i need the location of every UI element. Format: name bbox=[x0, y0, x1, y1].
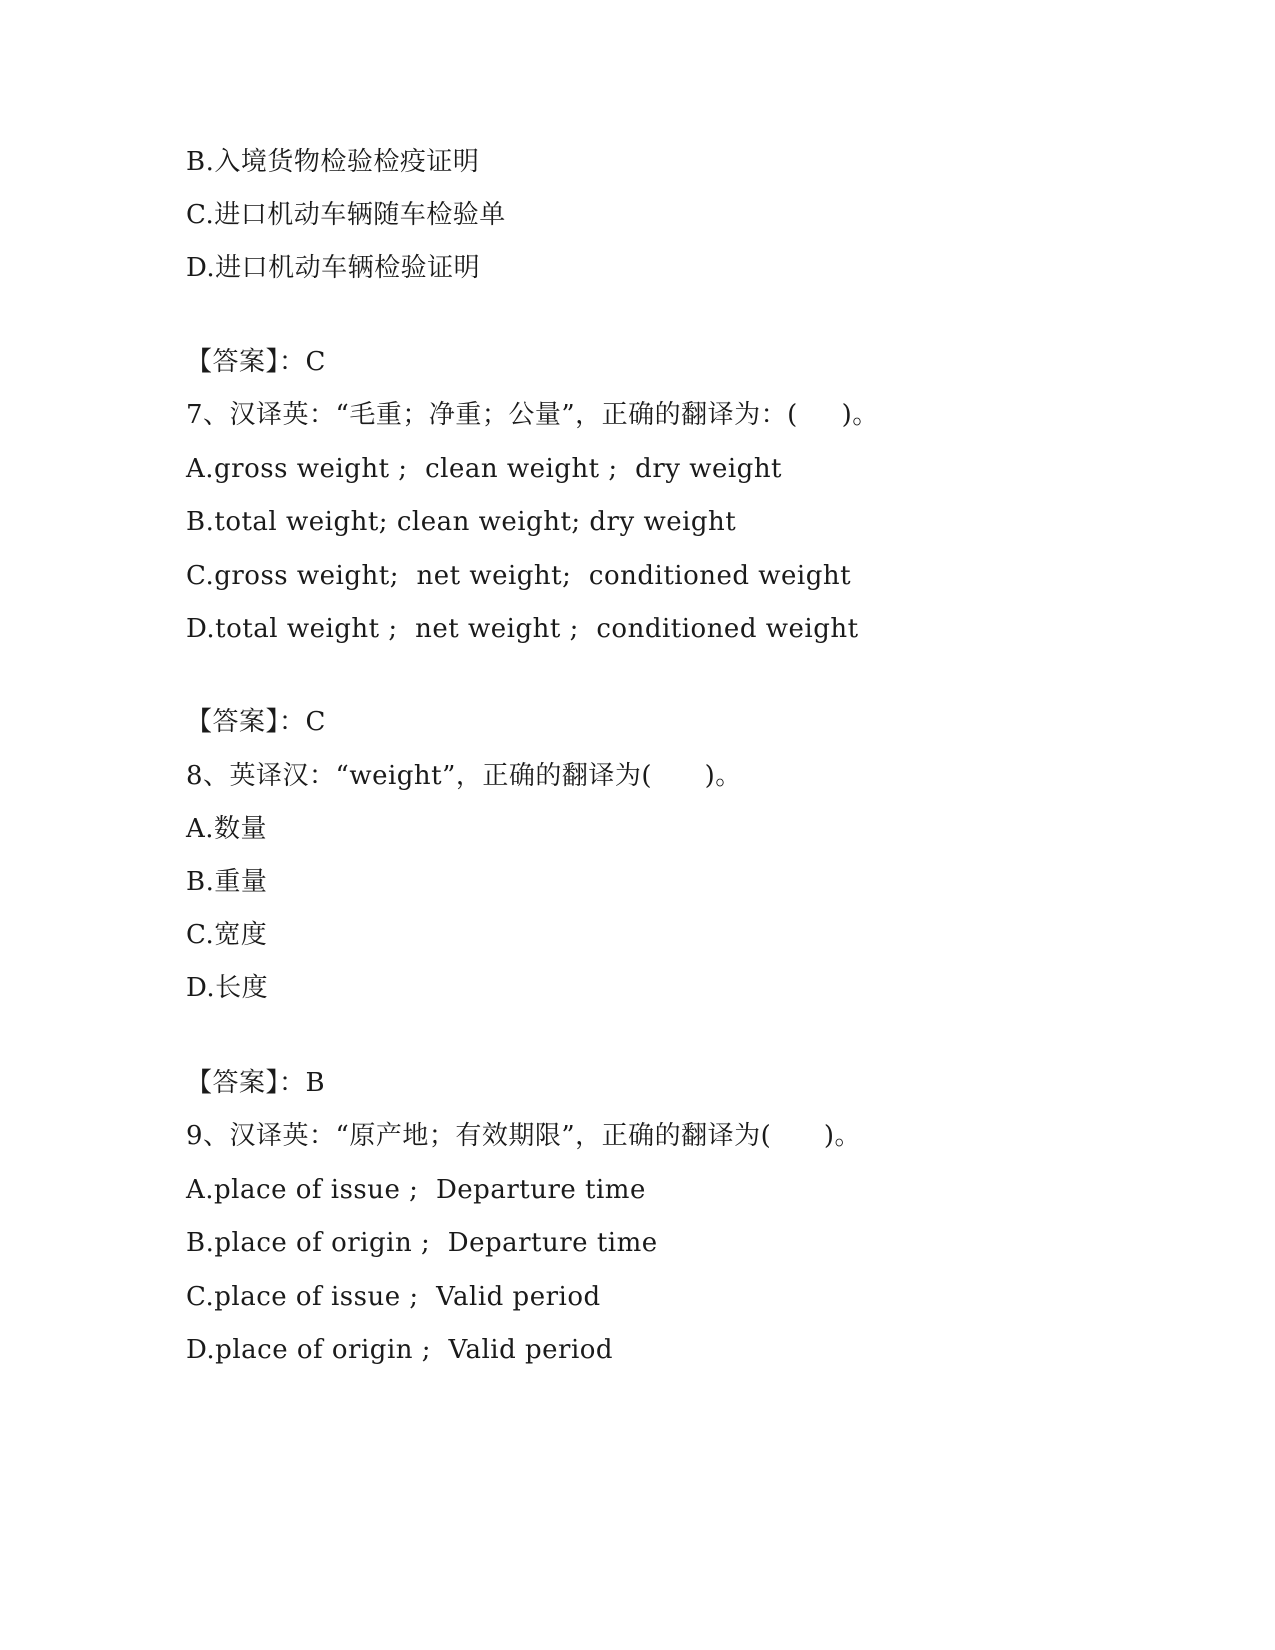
q7-answer: 【答案】：C bbox=[186, 707, 326, 737]
q8-answer: 【答案】：B bbox=[186, 1068, 326, 1098]
q8-question: 8、英译汉：“weight”，正确的翻译为( )。 bbox=[186, 761, 742, 791]
q8-option-d: D.长度 bbox=[186, 973, 269, 1003]
q7-option-c: C.gross weight; net weight; conditioned weight bbox=[186, 561, 852, 591]
q6-answer: 【答案】：C bbox=[186, 347, 326, 377]
q7-option-a: A.gross weight ; clean weight ; dry weight bbox=[186, 454, 783, 484]
q8-option-a: A.数量 bbox=[186, 814, 268, 844]
q7-option-b: B.total weight; clean weight; dry weight bbox=[186, 507, 737, 537]
q7-question: 7、汉译英：“毛重；净重；公量”，正确的翻译为：( )。 bbox=[186, 400, 879, 430]
q8-option-c: C.宽度 bbox=[186, 920, 268, 950]
q9-option-d: D.place of origin ; Valid period bbox=[186, 1335, 614, 1365]
q9-option-c: C.place of issue ; Valid period bbox=[186, 1282, 601, 1312]
q9-option-a: A.place of issue ; Departure time bbox=[186, 1175, 646, 1205]
q9-option-b: B.place of origin ; Departure time bbox=[186, 1228, 658, 1258]
q6-option-c: C.进口机动车辆随车检验单 bbox=[186, 200, 506, 230]
q8-option-b: B.重量 bbox=[186, 867, 268, 897]
q9-question: 9、汉译英：“原产地；有效期限”，正确的翻译为( )。 bbox=[186, 1121, 862, 1151]
q7-option-d: D.total weight ; net weight ; conditioned weight bbox=[186, 614, 859, 644]
q6-option-b: B.入境货物检验检疫证明 bbox=[186, 147, 480, 177]
q6-option-d: D.进口机动车辆检验证明 bbox=[186, 253, 481, 283]
